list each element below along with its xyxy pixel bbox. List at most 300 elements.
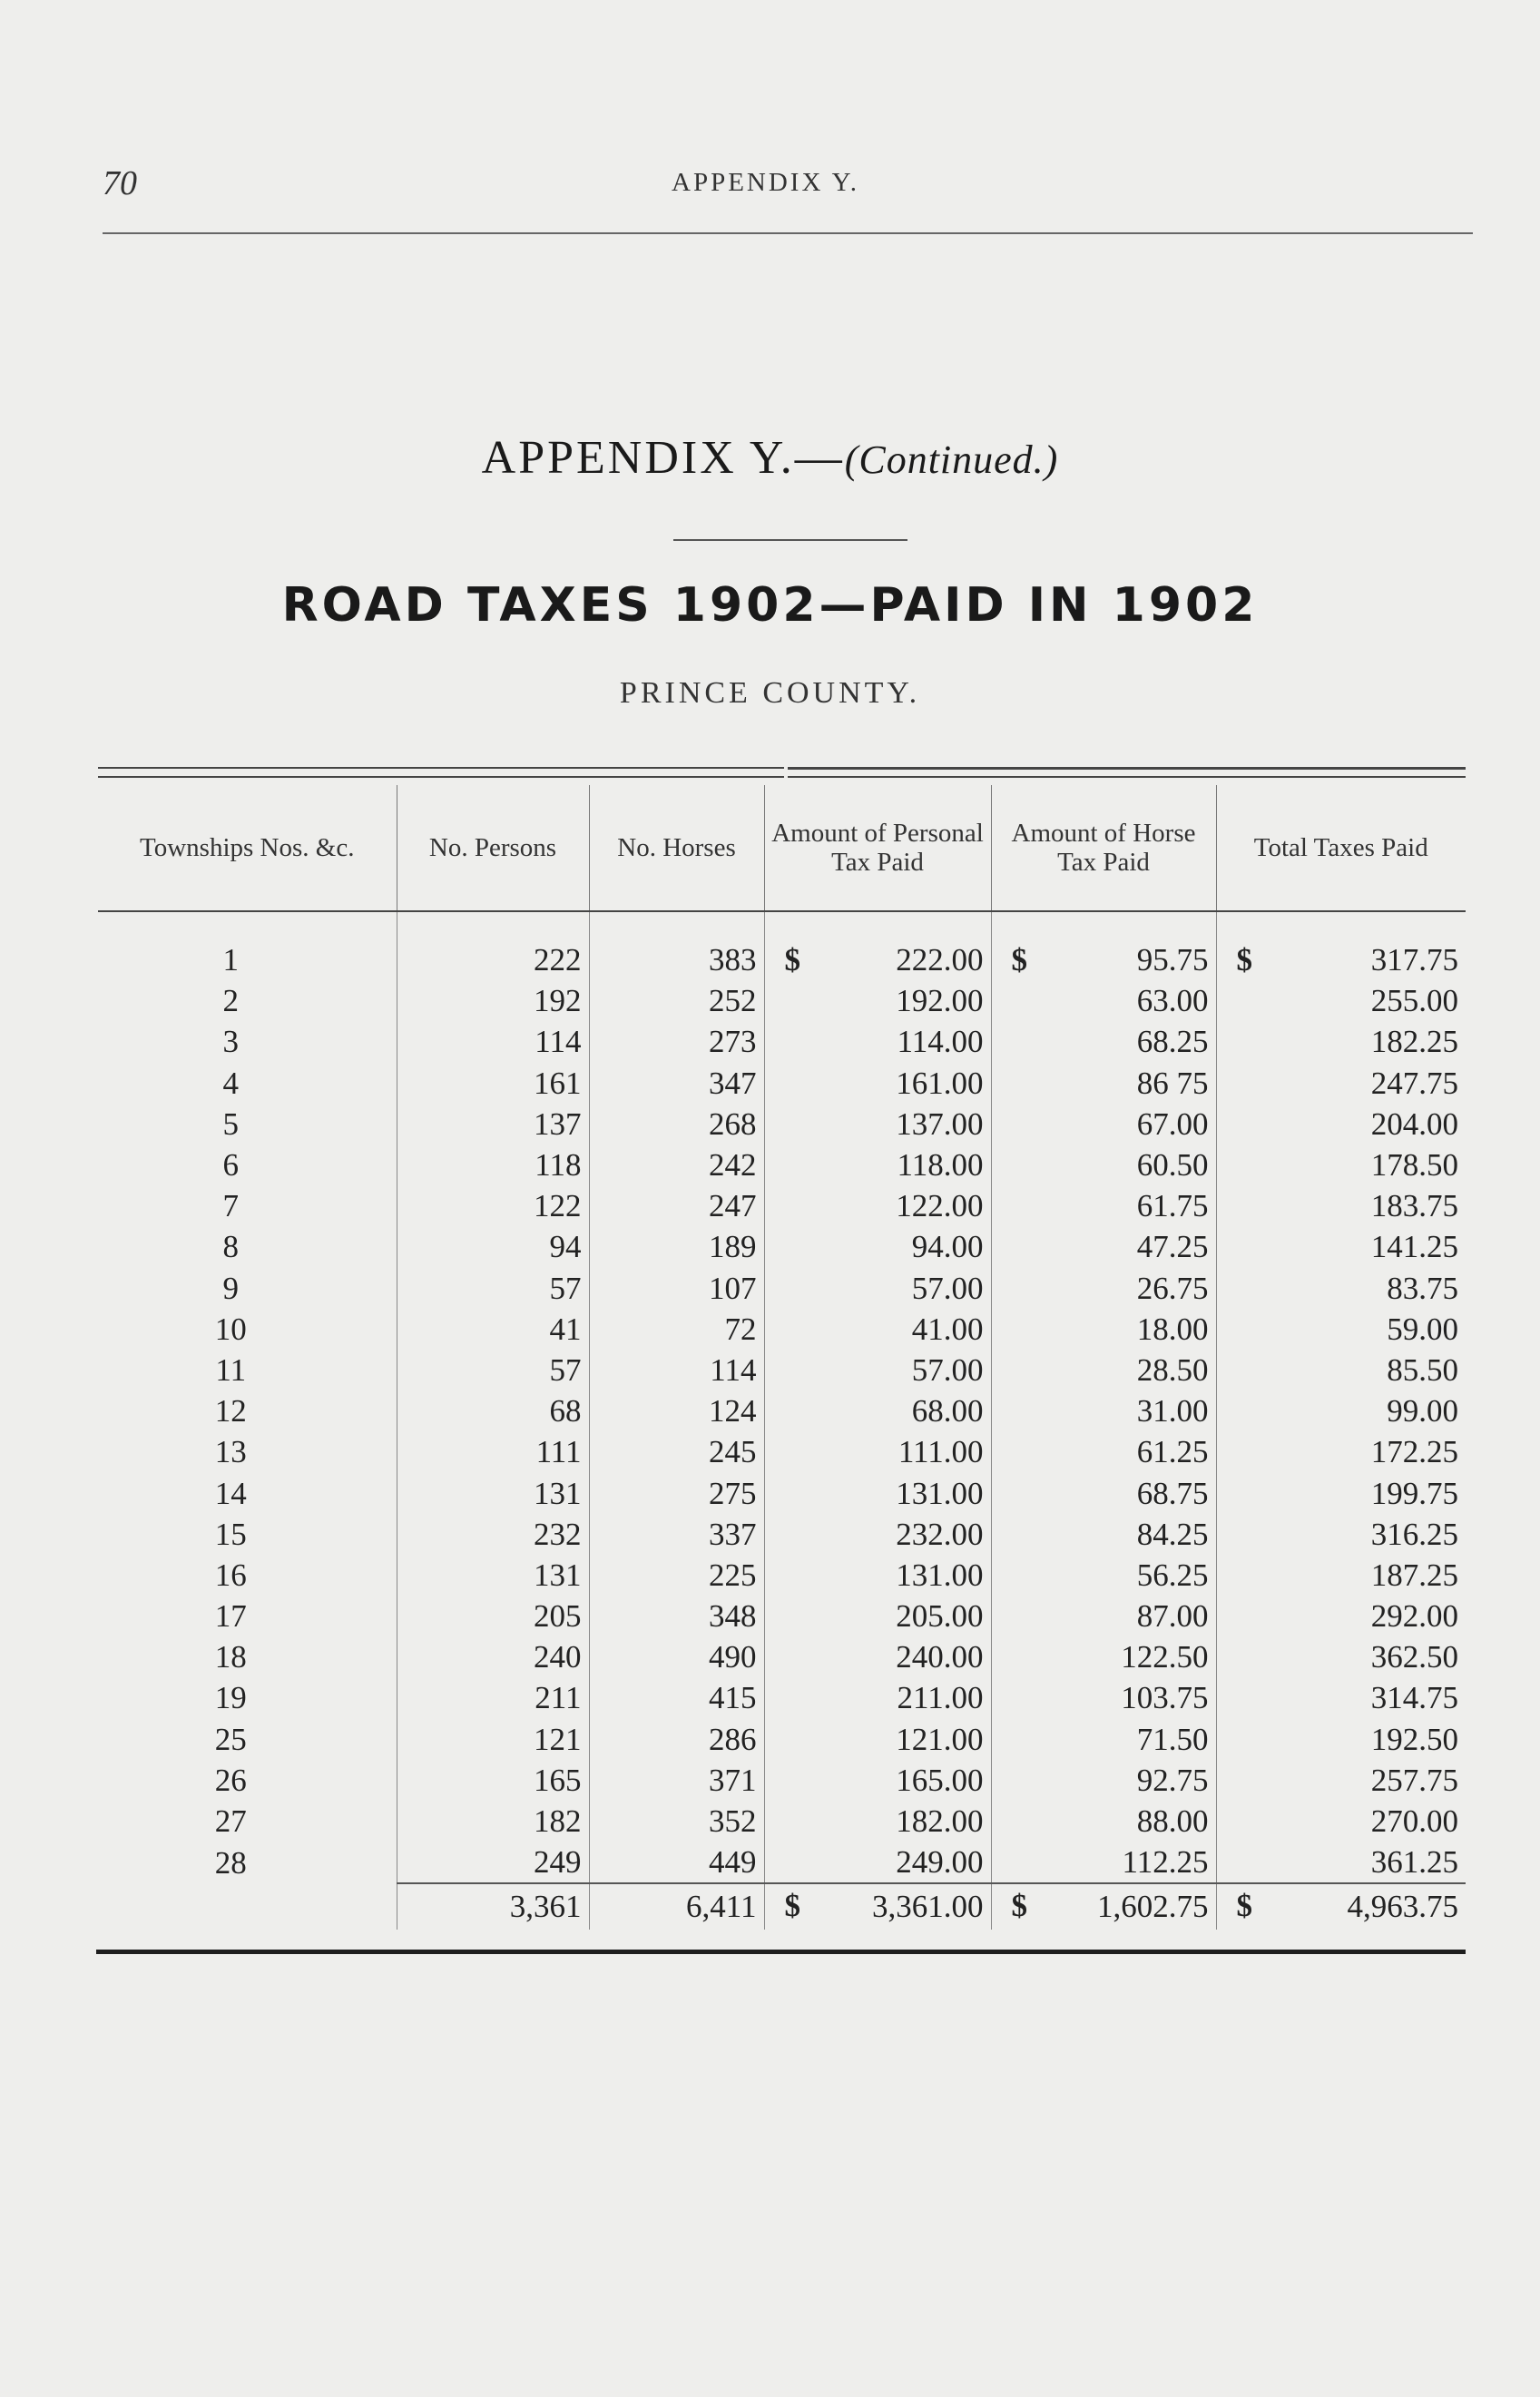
table-row — [98, 1842, 1466, 1883]
persons-cell-value: 137 — [534, 1105, 582, 1142]
horse-tax-cell — [991, 1431, 1216, 1472]
total-cell — [1216, 1431, 1466, 1472]
horse-tax-cell-value: 86 75 — [1136, 1065, 1209, 1101]
persons-cell-value: 41 — [549, 1311, 582, 1347]
total-horse-tax-cell — [991, 1883, 1216, 1930]
personal-tax-cell-value: 94.00 — [911, 1229, 984, 1265]
personal-tax-cell — [764, 1842, 991, 1883]
table-row — [98, 1514, 1466, 1555]
personal-tax-cell — [764, 1226, 991, 1267]
table-header-row — [98, 785, 1466, 911]
table-row — [98, 939, 1466, 980]
total-cell — [1216, 1185, 1466, 1226]
horses-cell — [589, 1842, 764, 1883]
horse-tax-cell-value: 122.50 — [1121, 1639, 1209, 1675]
table-row — [98, 980, 1466, 1021]
township-cell-value: 17 — [214, 1598, 247, 1635]
horses-cell-value: 415 — [709, 1680, 757, 1716]
township-cell — [98, 1719, 397, 1760]
currency-symbol: $ — [1236, 1888, 1252, 1924]
total-cell-value: 83.75 — [1387, 1270, 1458, 1306]
persons-cell-value: 249 — [534, 1844, 582, 1881]
persons-cell-value: 161 — [534, 1065, 582, 1101]
township-cell — [98, 1801, 397, 1842]
township-cell-value: 3 — [222, 1024, 239, 1060]
table-row — [98, 1801, 1466, 1842]
township-cell-value: 13 — [214, 1434, 247, 1470]
table-row — [98, 1144, 1466, 1185]
persons-cell — [397, 1104, 589, 1144]
column-header-horse-tax: Amount of Horse Tax Paid — [991, 785, 1216, 911]
persons-cell — [397, 1514, 589, 1555]
total-cell-value: 204.00 — [1370, 1105, 1458, 1142]
personal-tax-cell — [764, 1719, 991, 1760]
total-cell — [1216, 939, 1466, 980]
horses-cell — [589, 1144, 764, 1185]
currency-symbol: $ — [1011, 1888, 1027, 1924]
township-cell-value: 7 — [222, 1188, 239, 1224]
total-cell-value: 85.50 — [1387, 1351, 1458, 1388]
persons-cell — [397, 980, 589, 1021]
township-cell — [98, 1636, 397, 1677]
total-cell-value: 247.75 — [1370, 1065, 1458, 1101]
total-cell — [1216, 1226, 1466, 1267]
township-cell-value: 9 — [222, 1270, 239, 1306]
total-horses-cell — [589, 1883, 764, 1930]
township-cell — [98, 1677, 397, 1718]
persons-cell — [397, 1842, 589, 1883]
township-cell-value: 11 — [215, 1351, 247, 1388]
total-cell — [1216, 1677, 1466, 1718]
personal-tax-cell-value: 192.00 — [896, 983, 984, 1019]
horse-tax-cell-value: 28.50 — [1136, 1351, 1209, 1388]
persons-cell — [397, 1636, 589, 1677]
horse-tax-cell — [991, 1596, 1216, 1636]
horse-tax-cell-value: 18.00 — [1136, 1311, 1209, 1347]
total-cell-value: 316.25 — [1370, 1516, 1458, 1552]
personal-tax-cell-value: 222.00 — [896, 942, 984, 978]
total-cell — [1216, 1801, 1466, 1842]
total-cell-value: 141.25 — [1370, 1229, 1458, 1265]
horses-cell — [589, 939, 764, 980]
horses-cell-value: 490 — [709, 1639, 757, 1675]
horses-cell-value: 245 — [709, 1434, 757, 1470]
personal-tax-cell-value: 57.00 — [911, 1270, 984, 1306]
horses-cell-value: 275 — [709, 1475, 757, 1511]
column-header-total: Total Taxes Paid — [1216, 785, 1466, 911]
persons-cell-value: 111 — [535, 1434, 582, 1470]
table-row — [98, 1760, 1466, 1801]
table-row — [98, 1185, 1466, 1226]
township-cell — [98, 1309, 397, 1350]
horse-tax-cell-value: 56.25 — [1136, 1557, 1209, 1593]
personal-tax-cell-value: 137.00 — [896, 1105, 984, 1142]
table-row — [98, 1677, 1466, 1718]
total-cell — [1216, 1760, 1466, 1801]
table-row — [98, 1596, 1466, 1636]
total-cell — [1216, 1104, 1466, 1144]
personal-tax-cell-value: 131.00 — [896, 1557, 984, 1593]
horse-tax-cell — [991, 1063, 1216, 1104]
horse-tax-cell — [991, 1719, 1216, 1760]
township-cell-value: 14 — [214, 1475, 247, 1511]
township-cell-value: 12 — [214, 1393, 247, 1429]
table-spacer-row — [98, 911, 1466, 939]
horses-cell — [589, 1390, 764, 1431]
horses-cell — [589, 1021, 764, 1062]
horses-cell-value: 225 — [709, 1557, 757, 1593]
persons-cell — [397, 1226, 589, 1267]
horse-tax-cell-value: 63.00 — [1136, 983, 1209, 1019]
horse-tax-cell — [991, 1144, 1216, 1185]
grand-total-cell-value: 4,963.75 — [1347, 1889, 1458, 1925]
persons-cell — [397, 1760, 589, 1801]
horse-tax-cell — [991, 1636, 1216, 1677]
persons-cell-value: 118 — [535, 1147, 582, 1184]
township-cell — [98, 1185, 397, 1226]
township-cell-value: 2 — [222, 983, 239, 1019]
table-row — [98, 1226, 1466, 1267]
township-cell-value: 18 — [214, 1639, 247, 1675]
total-cell-value: 99.00 — [1387, 1393, 1458, 1429]
persons-cell — [397, 1309, 589, 1350]
horse-tax-cell-value: 68.75 — [1136, 1475, 1209, 1511]
horse-tax-cell — [991, 1268, 1216, 1309]
personal-tax-cell-value: 240.00 — [896, 1639, 984, 1675]
personal-tax-cell — [764, 1021, 991, 1062]
column-header-personal-tax: Amount of Personal Tax Paid — [764, 785, 991, 911]
horse-tax-cell-value: 71.50 — [1136, 1721, 1209, 1757]
horse-tax-cell-value: 88.00 — [1136, 1803, 1209, 1840]
township-cell — [98, 980, 397, 1021]
page-number: 70 — [103, 164, 137, 202]
horse-tax-cell — [991, 1021, 1216, 1062]
horses-cell — [589, 1555, 764, 1596]
persons-cell — [397, 1350, 589, 1390]
horse-tax-cell-value: 31.00 — [1136, 1393, 1209, 1429]
horses-cell-value: 107 — [709, 1270, 757, 1306]
total-cell-value: 182.25 — [1370, 1024, 1458, 1060]
personal-tax-cell — [764, 1472, 991, 1513]
total-cell-value: 183.75 — [1370, 1188, 1458, 1224]
total-cell-value: 59.00 — [1387, 1311, 1458, 1347]
horses-cell — [589, 1760, 764, 1801]
personal-tax-cell — [764, 1390, 991, 1431]
persons-cell-value: 94 — [549, 1229, 582, 1265]
personal-tax-cell — [764, 1801, 991, 1842]
township-cell-value: 16 — [214, 1557, 247, 1593]
persons-cell-value: 122 — [534, 1188, 582, 1224]
personal-tax-cell — [764, 1555, 991, 1596]
personal-tax-cell-value: 232.00 — [896, 1516, 984, 1552]
currency-symbol: $ — [784, 942, 800, 977]
horse-tax-cell — [991, 1677, 1216, 1718]
persons-cell-value: 232 — [534, 1516, 582, 1552]
table-top-rule — [788, 776, 1466, 778]
horses-cell — [589, 1063, 764, 1104]
horse-tax-cell-value: 61.75 — [1136, 1188, 1209, 1224]
horse-tax-cell-value: 84.25 — [1136, 1516, 1209, 1552]
currency-symbol: $ — [784, 1888, 800, 1924]
table-row — [98, 1472, 1466, 1513]
township-cell-value: 6 — [222, 1147, 239, 1184]
township-cell — [98, 1226, 397, 1267]
horses-cell-value: 348 — [709, 1598, 757, 1635]
persons-cell-value: 114 — [535, 1024, 582, 1060]
persons-cell — [397, 1185, 589, 1226]
column-header-township: Townships Nos. &c. — [98, 785, 397, 911]
personal-tax-cell-value: 182.00 — [896, 1803, 984, 1840]
persons-cell-value: 57 — [549, 1270, 582, 1306]
currency-symbol: $ — [1236, 942, 1252, 977]
persons-cell — [397, 1719, 589, 1760]
currency-symbol: $ — [1011, 942, 1027, 977]
horse-tax-cell — [991, 1842, 1216, 1883]
total-cell — [1216, 1472, 1466, 1513]
horse-tax-cell — [991, 1555, 1216, 1596]
total-cell — [1216, 1144, 1466, 1185]
horses-cell — [589, 1226, 764, 1267]
persons-cell — [397, 1063, 589, 1104]
persons-cell-value: 182 — [534, 1803, 582, 1840]
persons-cell-value: 211 — [535, 1680, 582, 1716]
table-top-rule — [788, 767, 1466, 770]
main-heading: ROAD TAXES 1902—PAID IN 1902 — [281, 578, 1259, 633]
township-cell — [98, 1555, 397, 1596]
horse-tax-cell — [991, 1309, 1216, 1350]
horse-tax-cell — [991, 1472, 1216, 1513]
running-head: APPENDIX Y. — [672, 168, 860, 197]
persons-cell-value: 165 — [534, 1762, 582, 1798]
total-cell-value: 172.25 — [1370, 1434, 1458, 1470]
horses-cell-value: 247 — [709, 1188, 757, 1224]
township-cell — [98, 1596, 397, 1636]
persons-cell — [397, 1268, 589, 1309]
horse-tax-cell-value: 95.75 — [1136, 942, 1209, 978]
horses-cell-value: 286 — [709, 1721, 757, 1757]
persons-cell-value: 68 — [549, 1393, 582, 1429]
personal-tax-cell — [764, 1104, 991, 1144]
horse-tax-cell-value: 61.25 — [1136, 1434, 1209, 1470]
total-cell-value: 270.00 — [1370, 1803, 1458, 1840]
table-body — [98, 911, 1466, 1930]
total-cell — [1216, 1719, 1466, 1760]
personal-tax-cell — [764, 1431, 991, 1472]
horse-tax-cell-value: 112.25 — [1122, 1844, 1209, 1881]
horses-cell — [589, 980, 764, 1021]
table-row — [98, 1390, 1466, 1431]
township-cell — [98, 1842, 397, 1883]
personal-tax-cell — [764, 1185, 991, 1226]
total-cell — [1216, 1842, 1466, 1883]
horse-tax-cell — [991, 1801, 1216, 1842]
horse-tax-cell-value: 47.25 — [1136, 1229, 1209, 1265]
horse-tax-cell — [991, 1226, 1216, 1267]
persons-cell — [397, 1390, 589, 1431]
horses-cell-value: 337 — [709, 1516, 757, 1552]
horse-tax-cell — [991, 1514, 1216, 1555]
table-bottom-rule — [96, 1950, 1466, 1954]
horses-cell-value: 371 — [709, 1762, 757, 1798]
persons-cell — [397, 1555, 589, 1596]
total-cell-value: 255.00 — [1370, 983, 1458, 1019]
appendix-title — [0, 431, 1540, 485]
total-cell — [1216, 980, 1466, 1021]
horses-cell — [589, 1350, 764, 1390]
personal-tax-cell-value: 121.00 — [896, 1721, 984, 1757]
total-cell — [1216, 1390, 1466, 1431]
horses-cell — [589, 1309, 764, 1350]
total-cell-value: 292.00 — [1370, 1598, 1458, 1635]
township-cell — [98, 1104, 397, 1144]
total-cell-value: 192.50 — [1370, 1721, 1458, 1757]
township-cell-value: 10 — [214, 1311, 247, 1347]
personal-tax-cell — [764, 1309, 991, 1350]
horses-cell — [589, 1677, 764, 1718]
personal-tax-cell-value: 41.00 — [911, 1311, 984, 1347]
table-top-rule — [98, 776, 784, 778]
township-cell-value: 1 — [222, 942, 239, 978]
table-row — [98, 1350, 1466, 1390]
township-cell — [98, 1268, 397, 1309]
total-horse-tax-cell-value: 1,602.75 — [1097, 1889, 1209, 1925]
table-row — [98, 1104, 1466, 1144]
total-cell — [1216, 1350, 1466, 1390]
horses-cell-value: 347 — [709, 1065, 757, 1101]
horses-cell — [589, 1185, 764, 1226]
table-row — [98, 1431, 1466, 1472]
township-cell — [98, 1472, 397, 1513]
horse-tax-cell-value: 103.75 — [1121, 1680, 1209, 1716]
horse-tax-cell-value: 92.75 — [1136, 1762, 1209, 1798]
personal-tax-cell-value: 122.00 — [896, 1188, 984, 1224]
persons-cell — [397, 1596, 589, 1636]
horse-tax-cell — [991, 1760, 1216, 1801]
total-cell — [1216, 1555, 1466, 1596]
total-cell — [1216, 1063, 1466, 1104]
township-cell-value: 26 — [214, 1762, 247, 1798]
horses-cell-value: 383 — [709, 942, 757, 978]
horses-cell — [589, 1596, 764, 1636]
horse-tax-cell-value: 68.25 — [1136, 1024, 1209, 1060]
horse-tax-cell — [991, 1104, 1216, 1144]
personal-tax-cell — [764, 1268, 991, 1309]
horses-cell — [589, 1268, 764, 1309]
persons-cell-value: 57 — [549, 1351, 582, 1388]
horse-tax-cell — [991, 1390, 1216, 1431]
horses-cell — [589, 1104, 764, 1144]
township-cell-value: 5 — [222, 1105, 239, 1142]
personal-tax-cell-value: 205.00 — [896, 1598, 984, 1635]
township-cell-value: 28 — [214, 1844, 247, 1881]
persons-cell — [397, 1801, 589, 1842]
total-personal-tax-cell-value: 3,361.00 — [872, 1889, 984, 1925]
personal-tax-cell — [764, 980, 991, 1021]
county-subheading: PRINCE COUNTY. — [619, 676, 921, 710]
personal-tax-cell-value: 57.00 — [911, 1351, 984, 1388]
township-cell — [98, 1760, 397, 1801]
horse-tax-cell — [991, 939, 1216, 980]
horses-cell-value: 273 — [709, 1024, 757, 1060]
personal-tax-cell-value: 131.00 — [896, 1475, 984, 1511]
total-persons-cell — [397, 1883, 589, 1930]
persons-cell-value: 222 — [534, 942, 582, 978]
total-cell-value: 362.50 — [1370, 1639, 1458, 1675]
persons-cell-value: 192 — [534, 983, 582, 1019]
horses-cell-value: 352 — [709, 1803, 757, 1840]
persons-cell — [397, 1021, 589, 1062]
table-row — [98, 1309, 1466, 1350]
horse-tax-cell — [991, 980, 1216, 1021]
total-cell — [1216, 1514, 1466, 1555]
personal-tax-cell — [764, 1596, 991, 1636]
table-row — [98, 1268, 1466, 1309]
total-horses-cell-value: 6,411 — [686, 1889, 757, 1925]
personal-tax-cell-value: 161.00 — [896, 1065, 984, 1101]
horses-cell — [589, 1801, 764, 1842]
horses-cell-value: 252 — [709, 983, 757, 1019]
personal-tax-cell — [764, 1760, 991, 1801]
township-cell — [98, 1350, 397, 1390]
horses-cell — [589, 1514, 764, 1555]
title-divider — [673, 539, 907, 541]
horses-cell-value: 189 — [709, 1229, 757, 1265]
personal-tax-cell — [764, 1636, 991, 1677]
personal-tax-cell — [764, 1677, 991, 1718]
total-cell-value: 178.50 — [1370, 1147, 1458, 1184]
horses-cell-value: 124 — [709, 1393, 757, 1429]
township-cell-value: 4 — [222, 1065, 239, 1101]
township-cell-value: 19 — [214, 1680, 247, 1716]
table-row — [98, 1021, 1466, 1062]
table-row — [98, 1719, 1466, 1760]
personal-tax-cell-value: 118.00 — [897, 1147, 984, 1184]
township-cell-value: 25 — [214, 1721, 247, 1757]
horse-tax-cell-value: 87.00 — [1136, 1598, 1209, 1635]
horses-cell-value: 268 — [709, 1105, 757, 1142]
appendix-title-main: APPENDIX Y.— — [481, 432, 845, 484]
totals-row — [98, 1883, 1466, 1930]
horses-cell-value: 242 — [709, 1147, 757, 1184]
total-cell-value: 257.75 — [1370, 1762, 1458, 1798]
township-cell — [98, 1390, 397, 1431]
horses-cell — [589, 1719, 764, 1760]
horses-cell-value: 114 — [710, 1351, 757, 1388]
persons-cell-value: 131 — [534, 1557, 582, 1593]
total-cell-value: 317.75 — [1370, 942, 1458, 978]
personal-tax-cell-value: 165.00 — [896, 1762, 984, 1798]
township-cell — [98, 1514, 397, 1555]
total-cell — [1216, 1309, 1466, 1350]
persons-cell-value: 240 — [534, 1639, 582, 1675]
horse-tax-cell — [991, 1350, 1216, 1390]
horses-cell-value: 72 — [724, 1311, 757, 1347]
total-cell — [1216, 1596, 1466, 1636]
personal-tax-cell-value: 68.00 — [911, 1393, 984, 1429]
persons-cell-value: 131 — [534, 1475, 582, 1511]
total-cell — [1216, 1636, 1466, 1677]
table-row — [98, 1555, 1466, 1596]
personal-tax-cell — [764, 939, 991, 980]
township-cell-value: 8 — [222, 1229, 239, 1265]
horses-cell — [589, 1431, 764, 1472]
township-cell — [98, 1431, 397, 1472]
road-taxes-table — [98, 785, 1466, 1930]
header-rule — [103, 232, 1473, 234]
horses-cell-value: 449 — [709, 1844, 757, 1881]
personal-tax-cell-value: 114.00 — [897, 1024, 984, 1060]
total-cell-value: 361.25 — [1370, 1844, 1458, 1881]
